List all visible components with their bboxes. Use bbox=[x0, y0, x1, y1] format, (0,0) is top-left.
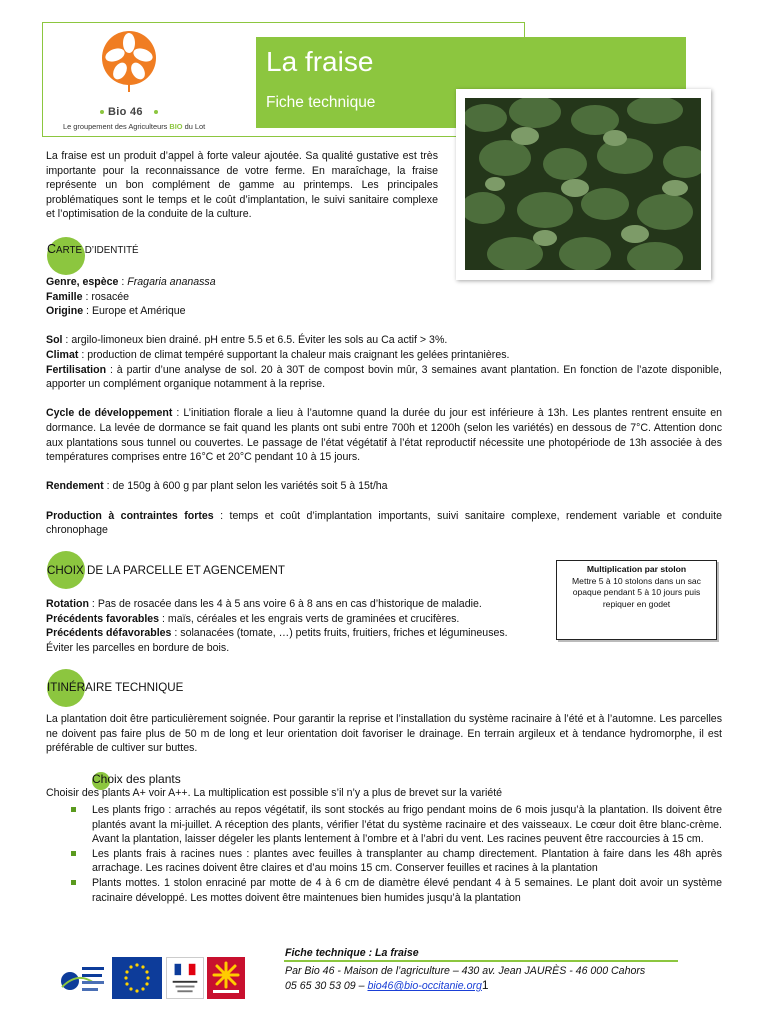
section-heading-identite: CARTE D’IDENTITÉ bbox=[47, 242, 139, 256]
defavorables-line: Précédents défavorables : solanacées (tomate, …) petits fruits, fruitiers, friches et légumineuses. bbox=[46, 627, 508, 640]
climat-line: Climat : production de climat tempéré supportant la chaleur mais craignant les gelées printanières. bbox=[46, 348, 510, 361]
itineraire-paragraph: La plantation doit être particulièrement soignée. Pour garantir la reprise et l’installation du système racinaire à l’été et à l’automne. Les parcelles ne doivent pas faire plus de 50 m de long et leur orientation doit favoriser le drainage. En terrain argileux et à tendance hydromorphe, il est préférable de cultiver sur buttes. bbox=[46, 713, 722, 755]
footer-phone: 05 65 30 53 09 – bbox=[285, 980, 368, 992]
cycle-line: Cycle de développement : L’initiation florale a lieu à l’automne quand la durée du jour est inférieure à 13h. Les plantes rentrent ensuite en dormance. La levée de dormance se fait quand les plants ont subi entre 700h et 1200h (selon les variétés) en dessous de 7°C. Attention donc aux plantations sous tunnel ou couvertes. Le passage de l’état végétatif à l’état reproductif nécessite une photopériode de 13h associée à des températures comprises entre 16°C et 20°C pendant 10 à 15 jours. bbox=[46, 407, 722, 464]
rotation-line: Rotation : Pas de rosacée dans les 4 à 5 ans voire 6 à 8 ans en cas d’historique de maladie. bbox=[46, 598, 482, 610]
footer-email-link[interactable]: bio46@bio-occitanie.org bbox=[367, 980, 482, 992]
page-title: La fraise bbox=[266, 46, 374, 77]
page-subtitle: Fiche technique bbox=[266, 94, 376, 111]
identite-block bbox=[46, 275, 722, 538]
contraintes-line: Production à contraintes fortes : temps et coût d’implantation importants, suivi sanitaire complexe, rendement variable et conduite chronophage bbox=[46, 509, 722, 537]
rendement-line: Rendement : de 150g à 600 g par plant selon les variétés soit 5 à 15t/ha bbox=[46, 480, 388, 493]
plants-intro: Choisir des plants A+ voir A++. La multiplication est possible s’il n’y a plus de brevet sur la variété bbox=[46, 787, 503, 799]
footer-divider bbox=[284, 960, 678, 962]
list-item: Les plants frais à racines nues : plantes avec feuilles à transplanter au champ directement. Plantation à faire dans les 48h après arrachage. Les racines doivent être claires et d’au moins 15 cm. Conserver feuilles et racines à la plantation bbox=[46, 847, 722, 876]
intro-paragraph: La fraise est un produit d’appel à forte valeur ajoutée. Sa qualité gustative est très importante pour la reconnaissance de votre ferme. En maraîchage, la fraise représente un bon complément de gamme au printemps. Les principales problématiques sont le temps et le coût d’implantation, le suivi sanitaire complexe et l’optimisation de la conduite de la culture. bbox=[46, 150, 438, 221]
strawberry-plants-photo bbox=[465, 98, 701, 270]
section-heading-itineraire: ITINÉRAIRE TECHNIQUE bbox=[47, 681, 184, 694]
footer-title: Fiche technique : La fraise bbox=[285, 947, 419, 959]
subsection-heading-plants: Choix des plants bbox=[92, 772, 181, 786]
sidebox-text: Mettre 5 à 10 stolons dans un sac opaque pendant 5 à 10 jours puis repiquer en godet bbox=[572, 575, 701, 609]
region-occitanie-logo bbox=[207, 957, 245, 999]
genre-line: Genre, espèce : Fragaria ananassa bbox=[46, 276, 216, 288]
fertilisation-line: Fertilisation : à partir d’une analyse de sol. 20 à 30T de compost bovin mûr, 3 semaines avant plantation. En fonction de l’azote disponible, apporter un complément organique notamment à la reprise. bbox=[46, 363, 722, 391]
plants-bullet-list bbox=[46, 803, 722, 905]
list-item: Les plants frigo : arrachés au repos végétatif, ils sont stockés au frigo pendant moins de 6 mois jusqu’à la plantation. Ils doivent être plantés avant la mi-juillet. A réception des plants, vérifier l’état du système racinaire et des vaisseaux. Le cœur doit être blanc-crème. Avant la plantation, laisser dégeler les plants lentement à l’ombre et à l’abri du vent. Les racines peuvent être raccourcies à 15 cm. bbox=[46, 803, 722, 847]
sidebox-title: Multiplication par stolon bbox=[586, 564, 687, 574]
footer-contact bbox=[285, 978, 489, 994]
footer-address: Par Bio 46 - Maison de l’agriculture – 430 av. Jean JAURÈS - 46 000 Cahors bbox=[285, 965, 646, 977]
logo-dot-right bbox=[154, 110, 158, 114]
parcelle-block bbox=[46, 597, 722, 655]
section-heading-parcelle: CHOIX DE LA PARCELLE ET AGENCEMENT bbox=[47, 564, 285, 577]
prefet-logo bbox=[166, 957, 204, 999]
favorables-line: Précédents favorables : maïs, céréales et les engrais verts de graminées et crucifères. bbox=[46, 612, 460, 625]
famille-line: Famille : rosacée bbox=[46, 290, 130, 303]
bio46-flower-logo-icon bbox=[101, 28, 157, 94]
logo-dot-left bbox=[100, 110, 104, 114]
list-item: Plants mottes. 1 stolon enraciné par motte de 4 à 6 cm de diamètre élevé pendant 4 à 5 semaines. Le plant doit avoir un système racinaire développé. Les mottes doivent être maintenues bien humides jusqu’à la plantation bbox=[46, 876, 722, 905]
sol-line: Sol : argilo-limoneux bien drainé. pH entre 5.5 et 6.5. Éviter les sols au Ca actif > 3%. bbox=[46, 334, 448, 347]
parcelle-note: Éviter les parcelles en bordure de bois. bbox=[46, 641, 230, 654]
origine-line: Origine : Europe et Amérique bbox=[46, 305, 186, 318]
eu-flag-icon bbox=[112, 957, 162, 999]
logo-tagline: Le groupement des Agriculteurs BIO du Lot bbox=[63, 122, 206, 131]
europe-sengage-logo bbox=[58, 957, 108, 999]
page-number: 1 bbox=[481, 978, 489, 992]
logo-name: Bio 46 bbox=[108, 106, 143, 118]
